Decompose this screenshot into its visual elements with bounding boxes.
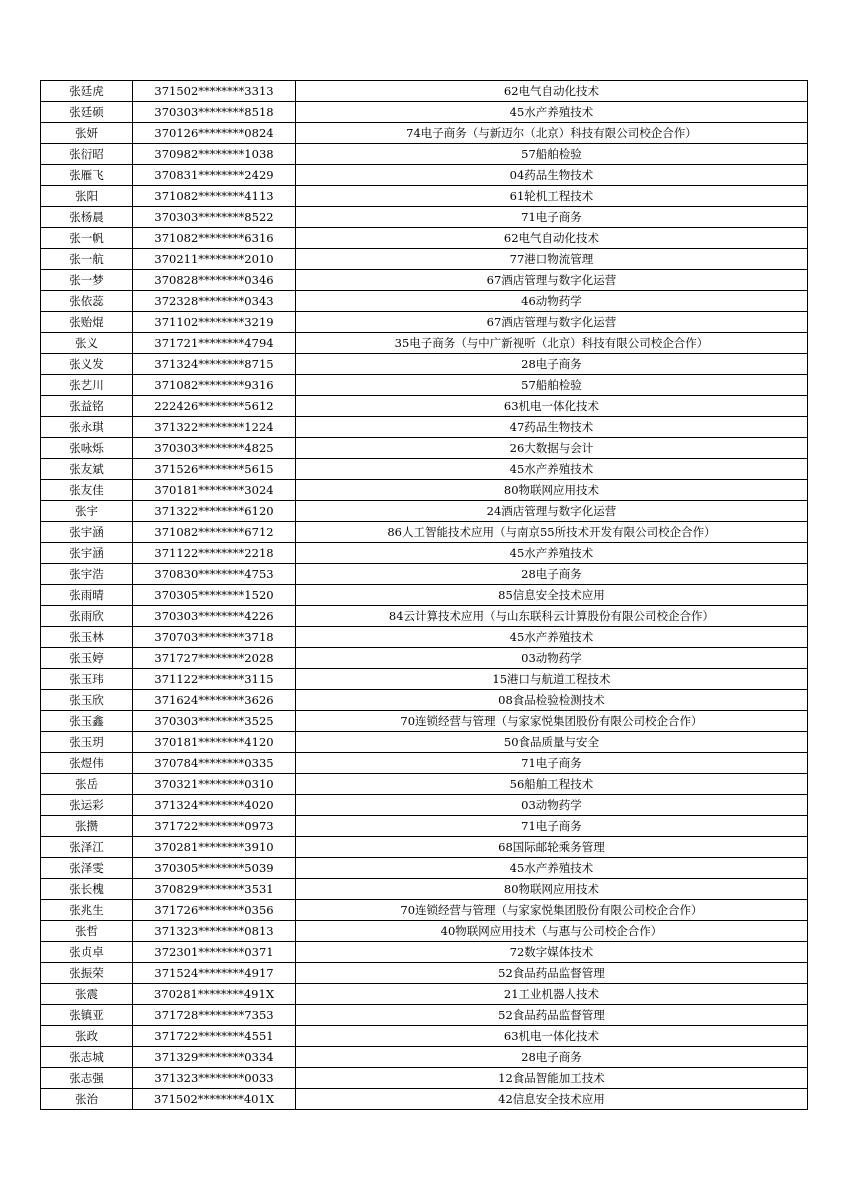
table-row: [41, 753, 808, 774]
table-row: [41, 459, 808, 480]
student-name-cell: 张哲: [41, 921, 133, 942]
student-name-cell: 张杨晨: [41, 207, 133, 228]
table-row: [41, 984, 808, 1005]
id-number-cell: 370830********4753: [133, 564, 296, 585]
table-row: [41, 690, 808, 711]
student-name-cell: 张震: [41, 984, 133, 1005]
id-number-cell: 371726********0356: [133, 900, 296, 921]
student-name-cell: 张艺川: [41, 375, 133, 396]
id-number-cell: 370211********2010: [133, 249, 296, 270]
id-number-cell: 371324********4020: [133, 795, 296, 816]
id-number-cell: 370305********5039: [133, 858, 296, 879]
table-row: [41, 543, 808, 564]
student-name-cell: 张一梦: [41, 270, 133, 291]
table-row: [41, 627, 808, 648]
student-name-cell: 张雁飞: [41, 165, 133, 186]
major-cell: 35电子商务（与中广新视听（北京）科技有限公司校企合作）: [296, 333, 808, 354]
id-number-cell: 371502********401X: [133, 1089, 296, 1110]
major-cell: 40物联网应用技术（与惠与公司校企合作）: [296, 921, 808, 942]
id-number-cell: 371526********5615: [133, 459, 296, 480]
student-name-cell: 张雨晴: [41, 585, 133, 606]
major-cell: 80物联网应用技术: [296, 879, 808, 900]
student-name-cell: 张兆生: [41, 900, 133, 921]
table-row: [41, 312, 808, 333]
id-number-cell: 370982********1038: [133, 144, 296, 165]
major-cell: 45水产养殖技术: [296, 543, 808, 564]
major-cell: 71电子商务: [296, 207, 808, 228]
major-cell: 28电子商务: [296, 564, 808, 585]
major-cell: 57船舶检验: [296, 144, 808, 165]
student-name-cell: 张玉玥: [41, 732, 133, 753]
student-name-cell: 张玉欣: [41, 690, 133, 711]
student-name-cell: 张岳: [41, 774, 133, 795]
table-row: [41, 501, 808, 522]
id-number-cell: 370303********3525: [133, 711, 296, 732]
major-cell: 71电子商务: [296, 753, 808, 774]
student-name-cell: 张长槐: [41, 879, 133, 900]
major-cell: 45水产养殖技术: [296, 459, 808, 480]
table-row: [41, 228, 808, 249]
id-number-cell: 371722********4551: [133, 1026, 296, 1047]
student-name-cell: 张衍昭: [41, 144, 133, 165]
table-row: [41, 816, 808, 837]
major-cell: 45水产养殖技术: [296, 858, 808, 879]
student-name-cell: 张宇涵: [41, 522, 133, 543]
student-name-cell: 张泽江: [41, 837, 133, 858]
student-name-cell: 张妍: [41, 123, 133, 144]
table-row: [41, 186, 808, 207]
major-cell: 57船舶检验: [296, 375, 808, 396]
id-number-cell: 371102********3219: [133, 312, 296, 333]
major-cell: 56船舶工程技术: [296, 774, 808, 795]
student-name-cell: 张攒: [41, 816, 133, 837]
id-number-cell: 370126********0824: [133, 123, 296, 144]
major-cell: 70连锁经营与管理（与家家悦集团股份有限公司校企合作）: [296, 900, 808, 921]
student-name-cell: 张益铭: [41, 396, 133, 417]
student-name-cell: 张一帆: [41, 228, 133, 249]
id-number-cell: 371082********9316: [133, 375, 296, 396]
id-number-cell: 370784********0335: [133, 753, 296, 774]
id-number-cell: 370181********3024: [133, 480, 296, 501]
table-row: [41, 333, 808, 354]
id-number-cell: 370303********4226: [133, 606, 296, 627]
table-row: [41, 942, 808, 963]
major-cell: 86人工智能技术应用（与南京55所技术开发有限公司校企合作）: [296, 522, 808, 543]
major-cell: 63机电一体化技术: [296, 1026, 808, 1047]
table-row: [41, 480, 808, 501]
id-number-cell: 371322********6120: [133, 501, 296, 522]
major-cell: 28电子商务: [296, 1047, 808, 1068]
major-cell: 24酒店管理与数字化运营: [296, 501, 808, 522]
table-row: [41, 858, 808, 879]
id-number-cell: 370828********0346: [133, 270, 296, 291]
student-name-cell: 张义发: [41, 354, 133, 375]
id-number-cell: 371324********8715: [133, 354, 296, 375]
major-cell: 67酒店管理与数字化运营: [296, 270, 808, 291]
major-cell: 45水产养殖技术: [296, 627, 808, 648]
major-cell: 45水产养殖技术: [296, 102, 808, 123]
major-cell: 68国际邮轮乘务管理: [296, 837, 808, 858]
table-row: [41, 438, 808, 459]
major-cell: 74电子商务（与新迈尔（北京）科技有限公司校企合作）: [296, 123, 808, 144]
student-name-cell: 张阳: [41, 186, 133, 207]
student-name-cell: 张宇: [41, 501, 133, 522]
major-cell: 04药品生物技术: [296, 165, 808, 186]
major-cell: 62电气自动化技术: [296, 228, 808, 249]
table-row: [41, 606, 808, 627]
table-row: [41, 669, 808, 690]
id-number-cell: 370281********3910: [133, 837, 296, 858]
major-cell: 21工业机器人技术: [296, 984, 808, 1005]
table-row: [41, 1089, 808, 1110]
major-cell: 71电子商务: [296, 816, 808, 837]
table-row: [41, 375, 808, 396]
table-row: [41, 123, 808, 144]
table-row: [41, 270, 808, 291]
id-number-cell: 371728********7353: [133, 1005, 296, 1026]
id-number-cell: 370703********3718: [133, 627, 296, 648]
student-name-cell: 张贻焜: [41, 312, 133, 333]
student-name-cell: 张振荣: [41, 963, 133, 984]
id-number-cell: 370181********4120: [133, 732, 296, 753]
id-number-cell: 370303********4825: [133, 438, 296, 459]
table-row: [41, 249, 808, 270]
student-name-cell: 张咏烁: [41, 438, 133, 459]
table-row: [41, 1026, 808, 1047]
table-row: [41, 732, 808, 753]
roster-table: [40, 80, 808, 1110]
table-row: [41, 102, 808, 123]
table-row: [41, 354, 808, 375]
table-row: [41, 81, 808, 102]
major-cell: 63机电一体化技术: [296, 396, 808, 417]
major-cell: 72数字媒体技术: [296, 942, 808, 963]
table-row: [41, 522, 808, 543]
major-cell: 85信息安全技术应用: [296, 585, 808, 606]
student-name-cell: 张宇浩: [41, 564, 133, 585]
major-cell: 26大数据与会计: [296, 438, 808, 459]
student-name-cell: 张玉林: [41, 627, 133, 648]
id-number-cell: 371082********6316: [133, 228, 296, 249]
id-number-cell: 370303********8518: [133, 102, 296, 123]
major-cell: 77港口物流管理: [296, 249, 808, 270]
id-number-cell: 371524********4917: [133, 963, 296, 984]
id-number-cell: 370281********491X: [133, 984, 296, 1005]
student-name-cell: 张运彩: [41, 795, 133, 816]
major-cell: 70连锁经营与管理（与家家悦集团股份有限公司校企合作）: [296, 711, 808, 732]
student-name-cell: 张义: [41, 333, 133, 354]
id-number-cell: 371323********0813: [133, 921, 296, 942]
id-number-cell: 371322********1224: [133, 417, 296, 438]
roster-table-body: [41, 81, 808, 1110]
table-row: [41, 963, 808, 984]
table-row: [41, 1047, 808, 1068]
major-cell: 47药品生物技术: [296, 417, 808, 438]
table-row: [41, 144, 808, 165]
id-number-cell: 370831********2429: [133, 165, 296, 186]
id-number-cell: 371727********2028: [133, 648, 296, 669]
table-row: [41, 564, 808, 585]
table-row: [41, 417, 808, 438]
student-name-cell: 张玉婷: [41, 648, 133, 669]
id-number-cell: 371323********0033: [133, 1068, 296, 1089]
table-row: [41, 207, 808, 228]
major-cell: 46动物药学: [296, 291, 808, 312]
student-name-cell: 张煜伟: [41, 753, 133, 774]
student-name-cell: 张雨欣: [41, 606, 133, 627]
major-cell: 42信息安全技术应用: [296, 1089, 808, 1110]
major-cell: 50食品质量与安全: [296, 732, 808, 753]
table-row: [41, 795, 808, 816]
id-number-cell: 371082********4113: [133, 186, 296, 207]
student-name-cell: 张泽雯: [41, 858, 133, 879]
table-row: [41, 900, 808, 921]
student-name-cell: 张友佳: [41, 480, 133, 501]
major-cell: 08食品检验检测技术: [296, 690, 808, 711]
major-cell: 52食品药品监督管理: [296, 1005, 808, 1026]
table-row: [41, 879, 808, 900]
student-name-cell: 张政: [41, 1026, 133, 1047]
major-cell: 03动物药学: [296, 795, 808, 816]
major-cell: 80物联网应用技术: [296, 480, 808, 501]
table-row: [41, 585, 808, 606]
table-row: [41, 165, 808, 186]
student-name-cell: 张宇涵: [41, 543, 133, 564]
student-name-cell: 张志城: [41, 1047, 133, 1068]
student-name-cell: 张廷硕: [41, 102, 133, 123]
student-name-cell: 张廷虎: [41, 81, 133, 102]
student-name-cell: 张玉鑫: [41, 711, 133, 732]
id-number-cell: 222426********5612: [133, 396, 296, 417]
student-name-cell: 张友斌: [41, 459, 133, 480]
table-row: [41, 1068, 808, 1089]
id-number-cell: 371722********0973: [133, 816, 296, 837]
id-number-cell: 371122********3115: [133, 669, 296, 690]
table-row: [41, 711, 808, 732]
major-cell: 52食品药品监督管理: [296, 963, 808, 984]
major-cell: 28电子商务: [296, 354, 808, 375]
id-number-cell: 371329********0334: [133, 1047, 296, 1068]
table-row: [41, 774, 808, 795]
student-name-cell: 张治: [41, 1089, 133, 1110]
table-row: [41, 921, 808, 942]
id-number-cell: 371122********2218: [133, 543, 296, 564]
major-cell: 03动物药学: [296, 648, 808, 669]
major-cell: 67酒店管理与数字化运营: [296, 312, 808, 333]
student-name-cell: 张镇亚: [41, 1005, 133, 1026]
id-number-cell: 370303********8522: [133, 207, 296, 228]
student-name-cell: 张永琪: [41, 417, 133, 438]
table-row: [41, 837, 808, 858]
id-number-cell: 372328********0343: [133, 291, 296, 312]
id-number-cell: 371624********3626: [133, 690, 296, 711]
major-cell: 62电气自动化技术: [296, 81, 808, 102]
major-cell: 61轮机工程技术: [296, 186, 808, 207]
id-number-cell: 370829********3531: [133, 879, 296, 900]
student-name-cell: 张依蕊: [41, 291, 133, 312]
student-name-cell: 张一航: [41, 249, 133, 270]
major-cell: 84云计算技术应用（与山东联科云计算股份有限公司校企合作）: [296, 606, 808, 627]
major-cell: 15港口与航道工程技术: [296, 669, 808, 690]
id-number-cell: 371502********3313: [133, 81, 296, 102]
id-number-cell: 371721********4794: [133, 333, 296, 354]
table-row: [41, 1005, 808, 1026]
table-row: [41, 396, 808, 417]
student-name-cell: 张玉玮: [41, 669, 133, 690]
id-number-cell: 372301********0371: [133, 942, 296, 963]
student-name-cell: 张贞卓: [41, 942, 133, 963]
table-row: [41, 648, 808, 669]
major-cell: 12食品智能加工技术: [296, 1068, 808, 1089]
id-number-cell: 370321********0310: [133, 774, 296, 795]
id-number-cell: 371082********6712: [133, 522, 296, 543]
id-number-cell: 370305********1520: [133, 585, 296, 606]
student-name-cell: 张志强: [41, 1068, 133, 1089]
table-row: [41, 291, 808, 312]
